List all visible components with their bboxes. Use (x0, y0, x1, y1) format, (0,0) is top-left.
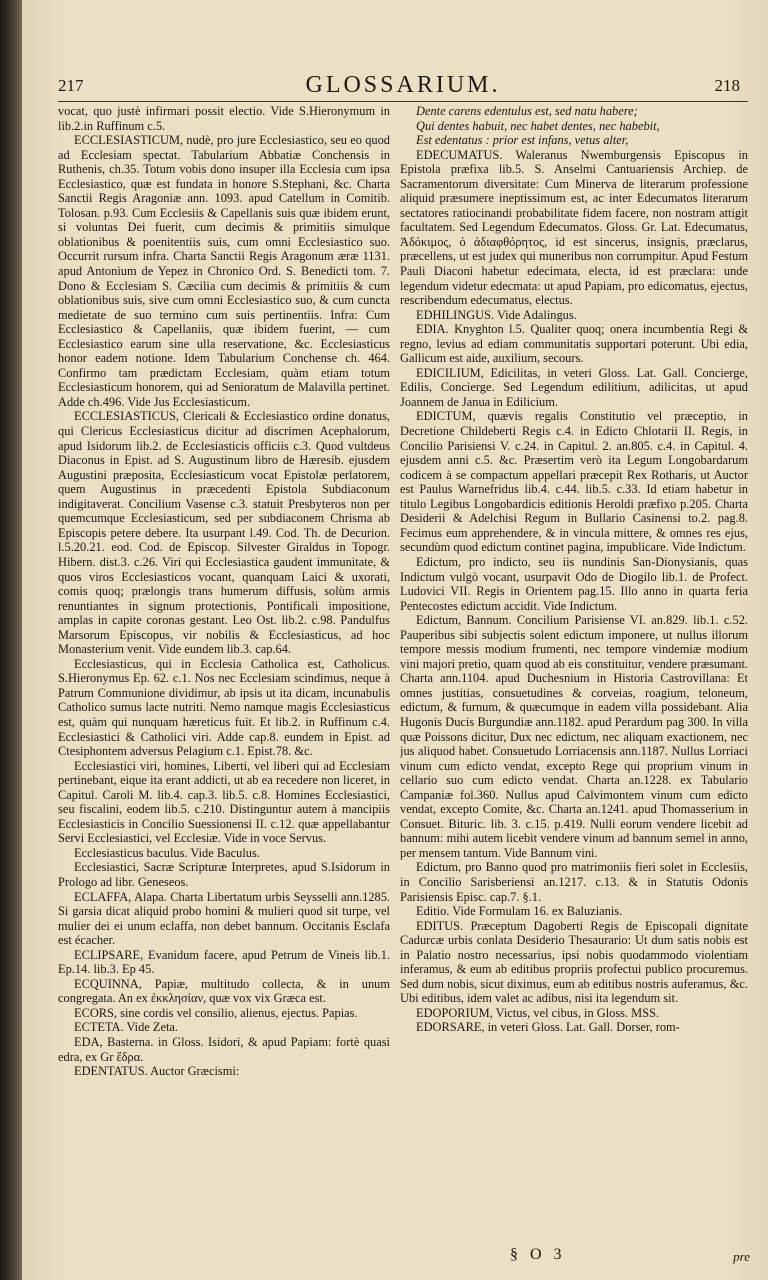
entry-text: EDENTATUS. Auctor Græcismi: (74, 1064, 240, 1079)
entry-text: EDIA. Knyghton l.5. Qualiter quoq; onera incumbentia Regi & regno, levius ad ediam communitatis supportari poterunt. Ubi edia, Gallicum est aide, auxilium, secours. (400, 322, 748, 366)
verse-line: Qui dentes habuit, nec habet dentes, nec habebit, (416, 118, 660, 133)
right-column (400, 104, 748, 1264)
entry-text: EDECUMATUS. Waleranus Nwemburgensis Episcopus in Epistola præfixa lib.5. S. Anselmi Cantuariensis Archiep. de Sacramentorum diversitate: Cum Minerva de literarum professione aliquid præsumere ineptissimum est, ac inter Edecumatos literarum sectatores ratiocinandi probabilitate fidem facere, non nostram attigit facultatem. Sed Legendum Edecumatos. Gloss. Gr. Lat. Edecumatus, Ἀδόκιμος, ὁ ἀδιαφθόρητος, id est sincerus, insignis, præclarus, præcellens, ut est judex qui muneribus non corrumpitur. Apud Festum Pauli Diaconi habetur edecimata, electa, id est præclara: unde legendum videtur edecmata: ut apud Papiam, pro edicomatus, ejectus, rescribendum edecumatus, electus. (400, 147, 748, 308)
entry-text: Ecclesiastici viri, homines, Liberti, vel liberi qui ad Ecclesiam pertinebant, eique ita erant addicti, ut ab ea recedere non liceret, in Capitul. Caroli M. lib.4. cap.3. lib.5. c.8. Homines Ecclesiastici, seu fiscalini, eodem lib.5. c.210. Distinguntur autem à mancipiis Ecclesiasticis in Concilio Suessionensi II. c.12. quæ appellabantur Servi Ecclesiastici, vel Ecclesiæ. Vide in voce Servus. (58, 758, 390, 846)
entry-text: ECCLESIASTICUM, nudè, pro jure Ecclesiastico, seu eo quod ad Ecclesiam spectat. Tabularium Abbatiæ Conchensis in Ruthenis, ch.35. Totum vobis dono insuper illa Ecclesia cum ipsa Ecclesiastico, quæ est fundata in honore S.Stephani, &c. Charta Sanctii Regis Aragoniæ ann. 1093. apud Catellum in Comitib. Tolosan. p.93. Cum Ecclesiis & Capellanis suis quæ ibidem erunt, si voluntas Dei fuerit, cum decimis & primitiis simulque oblationibus & poenitentiis suis, cum omni Ecclesiastico suo. Occurrit rursum infra. Charta Sanctii Regis Aragonum æræ 1131. apud Antonium de Yepez in Chronico Ord. S. Benedicti tom. 7. Dono & Ecclesiam S. Cæcilia cum decimis & primitiis & cum oblationibus suis, sive cum omni Ecclesiastico suo, & cum cuncta medietate de suo termino cum suis pertinentiis. Infra: Cum Ecclesiastico & Capellaniis, quæ ibidem fuerint, — cum Ecclesiastico earum sine ulla reservatione, &c. Ecclesiasticus honor eadem notione. Idem Tabularium Conchense ch. 464. Confirmo tam prædictam Ecclesiam, quàm etiam totum Ecclesiasticum honorem, qui ad Senioratum de Malavilla pertinet. Adde ch.496. Vide Jus Ecclesiasticum. (58, 133, 390, 409)
entry-text: Ecclesiastici, Sacræ Scripturæ Interpretes, apud S.Isidorum in Prologo ad libr. Geneseos. (58, 860, 390, 889)
book-binding-edge (0, 0, 22, 1280)
catchword: pre (733, 1249, 750, 1264)
entry-text: EDOPORIUM, Victus, vel cibus, in Gloss. MSS. (416, 1005, 660, 1020)
entry-text: EDICTUM, quævis regalis Constitutio vel præceptio, in Decretione Childeberti Regis c.4. in Edicto Chlotarii II. Regis, in Concilio Parisiensi V. c.24. in Capitul. 2. an.805. c.4. in Capitul. 4. ejusdem anni c.5. &c. Præsertim verò ita Legum Longobardarum codicem à se compactum appellari præcepit Rex Rotharis, ut Auctor est Paulus Warnefridus lib.4. c.44. lib.5. c.33. Id etiam habetur in titulo Legibus Longobardicis editionis Heroldi præfixo p.205. Charta Desiderii & Adelchisi Regum in Bullario Casinensi to.2. pag.8. Fecimus eum apprehendere, & in vincula mittere, & omnes res ejus, secundùm quod edictum continet pagina, impublicare. Vide Indictum. (400, 409, 748, 555)
entry-text: ECCLESIASTICUS, Clericali & Ecclesiastico ordine donatus, qui Clericus Ecclesiasticus dicitur ad discrimen Acephalorum, apud Isidorum lib.2. de Ecclesiasticis officiis c.3. Quod vultdeus Diaconus in Epist. ad S. Augustinum libro de Hæresib. ejusdem Augustini præposita, Ecclesiasticum vocat Epistolæ perlatorem, quem Augustinus in præcedenti Epistola Subdiaconum indigitaverat. Concilium Vasense c.3. statuit Presbyteros non per quemcumque Ecclesiasticum, sed per subdiaconem Chrisma ab Episcopis petere debere. Ita usurpant l.49. Cod. Th. de Decurion. l.5.20.21. eod. Cod. de Episcop. Silvester Giraldus in Topogr. Hibern. dist.3. c.26. Viri qui Ecclesiastica gaudent immunitate, & quos viros Ecclesiasticos vocant, quanquam Laici & uxorati, comis quoq; prælongis trans humerum diffusis, solùm armis renuntiantes in signum protectionis, Pontificali impositione, amplas in capite coronas gestant. Leo Ost. lib.2. c.98. Pandulfus Marsorum Episcopus, vir nobilis & Ecclesiasticus, ad hoc Monasterium venit. Vide eundem lib.3. cap.64. (58, 409, 390, 657)
entry-text: EDORSARE, in veteri Gloss. Lat. Gall. Dorser, rom- (416, 1020, 680, 1035)
entry-text: ECLAFFA, Alapa. Charta Libertatum urbis Seysselli ann.1285. Si garsia dicat aliquid probo homini & mulieri quod sit turpe, vel mulier dei ei unum eclaffa, non debet bannum. Occitanis Esclafa est écacher. (58, 889, 390, 948)
entry-text: Editio. Vide Formulam 16. ex Baluzianis. (416, 904, 623, 919)
left-column (58, 104, 390, 1264)
entry-text: Edictum, pro indicto, seu iis nundinis San-Dionysianis, quas Indictum vulgò vocant, usurpavit Odo de Diogilo lib.1. de Profect. Ludovici VII. Regis in Orientem pag.15. Illo anno in quarta feria Pentecostes edictum accidit. Vide Indictum. (400, 554, 748, 613)
entry-text: ECLIPSARE, Evanidum facere, apud Petrum de Vineis lib.1. Ep.14. lib.3. Ep 45. (58, 947, 390, 977)
entry-text: Ecclesiasticus baculus. Vide Baculus. (74, 845, 260, 860)
signature-mark: § O 3 (510, 1246, 566, 1263)
header-rule (58, 101, 748, 102)
entry-text: ECORS, sine cordis vel consilio, alienus, ejectus. Papias. (74, 1005, 358, 1020)
entry-text: vocat, quo justè infirmari possit electio. Vide S.Hieronymum in lib.2.in Ruffinum c.5. (58, 104, 390, 133)
entry-text: EDITUS. Præceptum Dagoberti Regis de Episcopali dignitate Cadurcæ urbis conlata Desiderio Thesaurario: Ut dum satis nobis est in Palatio nostro necessarius, ipsi nobis quodammodo violentiam inferamus, & eum ab editibus propriis profectui publico procuremus. Sed dum nobis, sicut diximus, eum ab editibus nostris auferamus, &c. Ubi editibus, idem valet ac adibus, nisi ita legendum sit. (400, 918, 748, 1006)
verse-line: Dente carens edentulus est, sed natu habere; (416, 104, 638, 118)
page-number-right: 218 (714, 76, 740, 95)
entry-text: Ecclesiasticus, qui in Ecclesia Catholica est, Catholicus. S.Hieronymus Ep. 62. c.1. Nos nec Ecclesiam scindimus, neque à Patrum Communione dividimur, ab ipsis ut ita dicam, incunabulis Catholico sumus lacte nutriti. Nemo namque magis Ecclesiasticus est, quàm qui nunquam hæreticus fuit. Et lib.2. in Ruffinum c.4. Ecclesiastici & Catholici viri. Adde cap.8. eundem in Epist. ad Ctesiphontem adversus Pelagium c.1. Epist.78. &c. (58, 656, 390, 759)
page-header (58, 72, 748, 102)
entry-text: EDHILINGUS. Vide Adalingus. (416, 307, 577, 322)
entry-text: Edictum, pro Banno quod pro matrimoniis fieri solet in Ecclesiis, in Concilio Sarisberiensi an.1217. c.13. & in Statutis Odonis Parisiensis Episc. cap.7. §.1. (400, 860, 748, 904)
entry-text: ECQUINNA, Papiæ, multitudo collecta, & in unum congregata. An ex ἐκκλησίαν, quæ vox vix Græca est. (58, 976, 390, 1006)
entry-text: ECTETA. Vide Zeta. (74, 1020, 179, 1035)
entry-text: EDA, Basterna. in Gloss. Isidori, & apud Papiam: fortè quasi edra, ex Gr ἕδρα. (58, 1035, 390, 1064)
verse-line: Est edentatus : prior est infans, vetus alter, (416, 133, 629, 148)
entry-text: Edictum, Bannum. Concilium Parisiense VI. an.829. lib.1. c.52. Pauperibus sibi subjectis solent edictum imponere, ut nullus illorum tempore messis modium frumenti, nec tempore vindemiæ modium vini majori pretio, quam quod ab eis constituitur, vendere præsumant. Charta ann.1104. apud Duchesnium in Historia Castrovillana: Et omnes justitias, consuetudines & corveias, roagium, teloneum, edictum, & furnum, & quæcumque in eadem villa possidebant. Alia Hugonis Ducis Burgundiæ ann.1182. apud Perardum pag 300. In villa quæ Poissons dicitur, Dux nec edictum, nec aliquam exactionem, nec jus aliquod habet. Consuetudo Lorriacensis ann.1187. Nullus Lorriaci vinum cum edicto vendat, excepto Rege qui proprium vinum in cellario suo cum edicto vendat. Charta an.1228. ex Tabulario Campaniæ fol.360. Nullus apud Calvimontem vinum cum edicto vendat, excepto Comite, &c. Charta an.1241. apud Thomasserium in Consuet. Bituric. lib. 3. c.15. p.419. Nulli eorum vendere licebit ad bannum: mihi autem licebit vendere vinum ad bannum semel in anno, per mensem tantum. Vide Bannum vini. (400, 613, 748, 860)
running-title: GLOSSARIUM. (305, 72, 501, 98)
page-number-left: 217 (58, 76, 84, 95)
entry-text: EDICILIUM, Edicilitas, in veteri Gloss. Lat. Gall. Concierge, Edilis, Concierge. Sed Legendum edilitium, adilicitas, ut apud Joannem de Janua in Edilicium. (400, 365, 748, 409)
